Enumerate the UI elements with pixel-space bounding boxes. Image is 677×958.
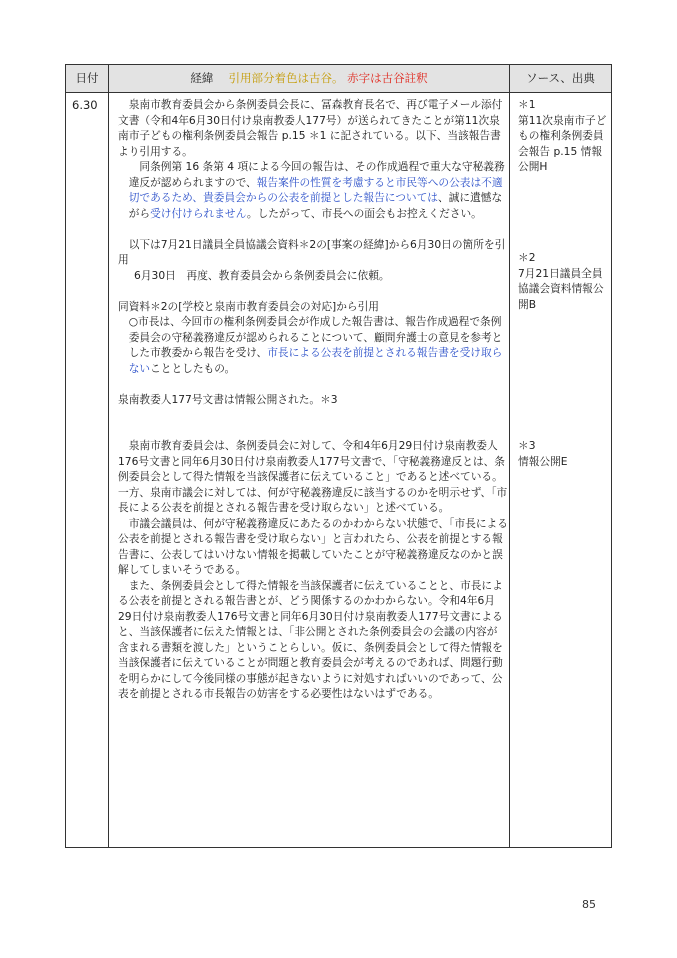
column-divider xyxy=(509,65,510,847)
header-note-gold: 引用部分着色は古谷。 xyxy=(228,71,344,85)
source-mark: ＊1 xyxy=(518,98,536,111)
quote-text: 、誠に遺憾ながら xyxy=(128,191,503,220)
source-1 xyxy=(518,97,610,175)
paragraph: 泉南教委人177号文書は情報公開された。＊3 xyxy=(118,392,338,406)
entry-date: 6.30 xyxy=(72,98,98,112)
chronology-table xyxy=(65,64,612,848)
quote-highlight: 報告案件の性質を考慮すると市民等への公表は不適切であるため、貴委員会からの公表を前提とした報告については xyxy=(128,175,503,204)
header-note-red: 赤字は古谷註釈 xyxy=(347,71,428,85)
quote-2 xyxy=(118,314,508,376)
quote-text: こととしたもの。 xyxy=(150,361,236,375)
paragraph: 同資料＊2の[学校と泉南市教育委員会の対応]から引用 xyxy=(118,299,379,313)
header-content xyxy=(109,65,509,92)
quote-1 xyxy=(118,159,508,221)
quote-highlight: 受け付けられません xyxy=(150,206,247,220)
source-3 xyxy=(518,438,610,469)
source-text: 情報公開E xyxy=(518,454,568,468)
paragraph: 泉南市教育委員会は、条例委員会に対して、令和4年6月29日付け泉南教委人176号文書と同年6月30日付け泉南教委人177号文書で、「守秘義務違反とは、条例委員会として得た情報を当該保護者に伝えていること」であると述べている。一方、泉南市議会に対しては、何が守秘義務違反に該当するのかを明示せず、「市長による公表を前提とされる報告書を受け取らない」と述べている。 xyxy=(118,439,508,514)
page-number: 85 xyxy=(582,898,596,911)
quote-highlight: 市長による公表を前提とされる報告書を受け取らない xyxy=(128,346,503,375)
source-mark: ＊2 xyxy=(518,251,536,264)
quote-text: ○市長は、今回市の権利条例委員会が作成した報告書は、報告作成過程で条例委員会の守秘義務違反が認められることについて、顧問弁護士の意見を参考とした市教委から報告を受け、 xyxy=(128,315,503,359)
header-content-label: 経緯 xyxy=(190,71,214,85)
paragraph: 泉南市教育委員会から条例委員会長に、冨森教育長名で、再び電子メール添付文書（令和4年6月30日付け泉南教委人177号）が送られてきたことが第11次泉南市子どもの権利条例委員会報告 p.15 ＊1 に記されている。以下、当該報告書より引用する。 xyxy=(118,98,503,158)
paragraph: 6月30日 再度、教育委員会から条例委員会に依頼。 xyxy=(134,268,390,282)
source-2 xyxy=(518,250,610,312)
column-divider xyxy=(108,65,109,847)
source-text: 第11次泉南市子どもの権利条例委員会報告 p.15 情報公開H xyxy=(518,113,607,173)
header-source: ソース、出典 xyxy=(526,71,595,85)
entry-content xyxy=(118,97,508,702)
source-text: 7月21日議員全員協議会資料情報公開B xyxy=(518,266,604,311)
source-mark: ＊3 xyxy=(518,439,536,452)
table-header xyxy=(66,65,611,93)
header-date: 日付 xyxy=(75,71,99,85)
quote-text: 同条例第 16 条第 4 項による今回の報告は、その作成過程で重大な守秘義務違反が認められますので、 xyxy=(128,160,505,189)
paragraph: 市議会議員は、何が守秘義務違反にあたるのかわからない状態で、「市長による公表を前提とされる報告書を受け取らない」と言われたら、公表を前提とする報告書に、公表してはいけない情報を掲載していたことが守秘義務違反なのかと誤解してしまいそうである。 xyxy=(118,516,508,576)
quote-text: 。したがって、市長への面会もお控えください。 xyxy=(246,206,482,220)
paragraph: また、条例委員会として得た情報を当該保護者に伝えていることと、市長による公表を前提とされる報告書とが、どう関係するのかわからない。令和4年6月29日付け泉南教委人176号文書と同年6月30日付け泉南教委人177号文書によると、当該保護者に伝えた情報とは、「非公開とされた条例委員会の会議の内容が含まれる書類を渡した」ということらしい。仮に、条例委員会として得た情報を当該保護者に伝えていることが問題と教育委員会が考えるのであれば、問題行動を明らかにして今後同様の事態が起きないように対処すればいいのであって、公表を前提とされる市長報告の妨害をする必要性はないはずである。 xyxy=(118,578,503,700)
paragraph: 以下は7月21日議員全員協議会資料＊2の[事案の経緯]から6月30日の箇所を引用 xyxy=(118,237,506,266)
